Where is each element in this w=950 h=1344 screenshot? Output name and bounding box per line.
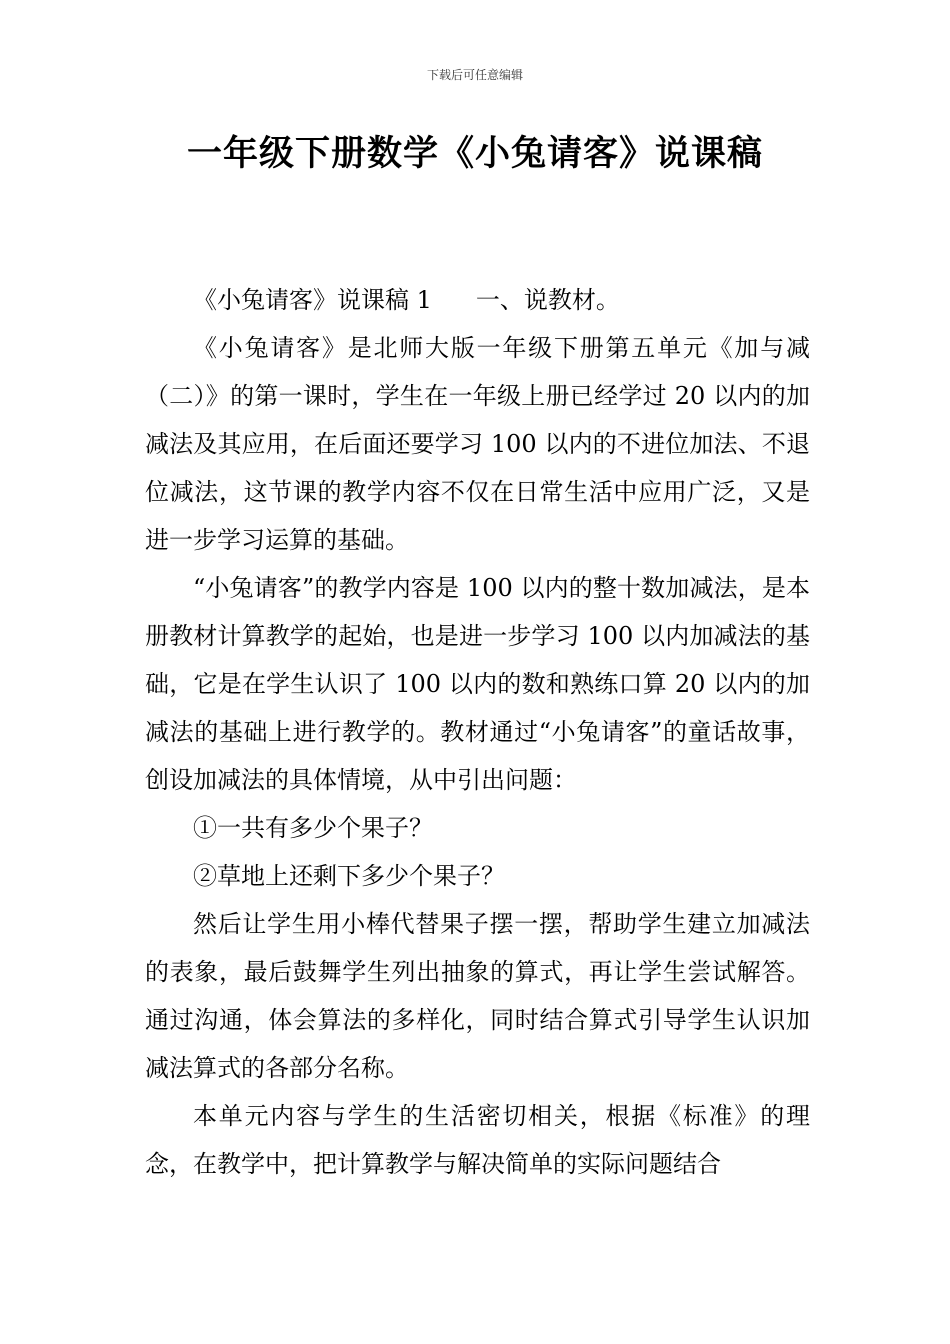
header-note: 下载后可任意编辑	[426, 68, 523, 82]
paragraph: 然后让学生用小棒代替果子摆一摆，帮助学生建立加减法的表象，最后鼓舞学生列出抽象的算式，再让学生尝试解答。通过沟通，体会算法的多样化，同时结合算式引导学生认识加减法算式的各部分名称。	[145, 910, 810, 1082]
intro-line	[145, 276, 810, 324]
intro-label: 《小兔请客》说课稿 1	[193, 286, 432, 314]
document-body	[145, 276, 810, 1188]
paragraph: 本单元内容与学生的生活密切相关，根据《标准》的理念，在教学中，把计算教学与解决简单的实际问题结合	[145, 1102, 810, 1178]
document-title: 一年级下册数学《小兔请客》说课稿	[186, 134, 763, 174]
paragraph: 《小兔请客》是北师大版一年级下册第五单元《加与减（二）》的第一课时，学生在一年级上册已经学过 20 以内的加减法及其应用，在后面还要学习 100 以内的不进位加法、不退位减法，这节课的教学内容不仅在日常生活中应用广泛，又是进一步学习运算的基础。	[145, 334, 810, 554]
section-heading: 一、说教材。	[475, 286, 620, 314]
question-item: ①一共有多少个果子？	[193, 814, 433, 842]
question-item: ②草地上还剩下多少个果子？	[193, 862, 505, 890]
paragraph: “小兔请客”的教学内容是 100 以内的整十数加减法，是本册教材计算教学的起始，也是进一步学习 100 以内加减法的基础，它是在学生认识了 100 以内的数和熟练口算 20 以内的加减法的基础上进行教学的。教材通过“小兔请客”的童话故事，创设加减法的具体情境，从中引出问题：	[145, 574, 810, 794]
